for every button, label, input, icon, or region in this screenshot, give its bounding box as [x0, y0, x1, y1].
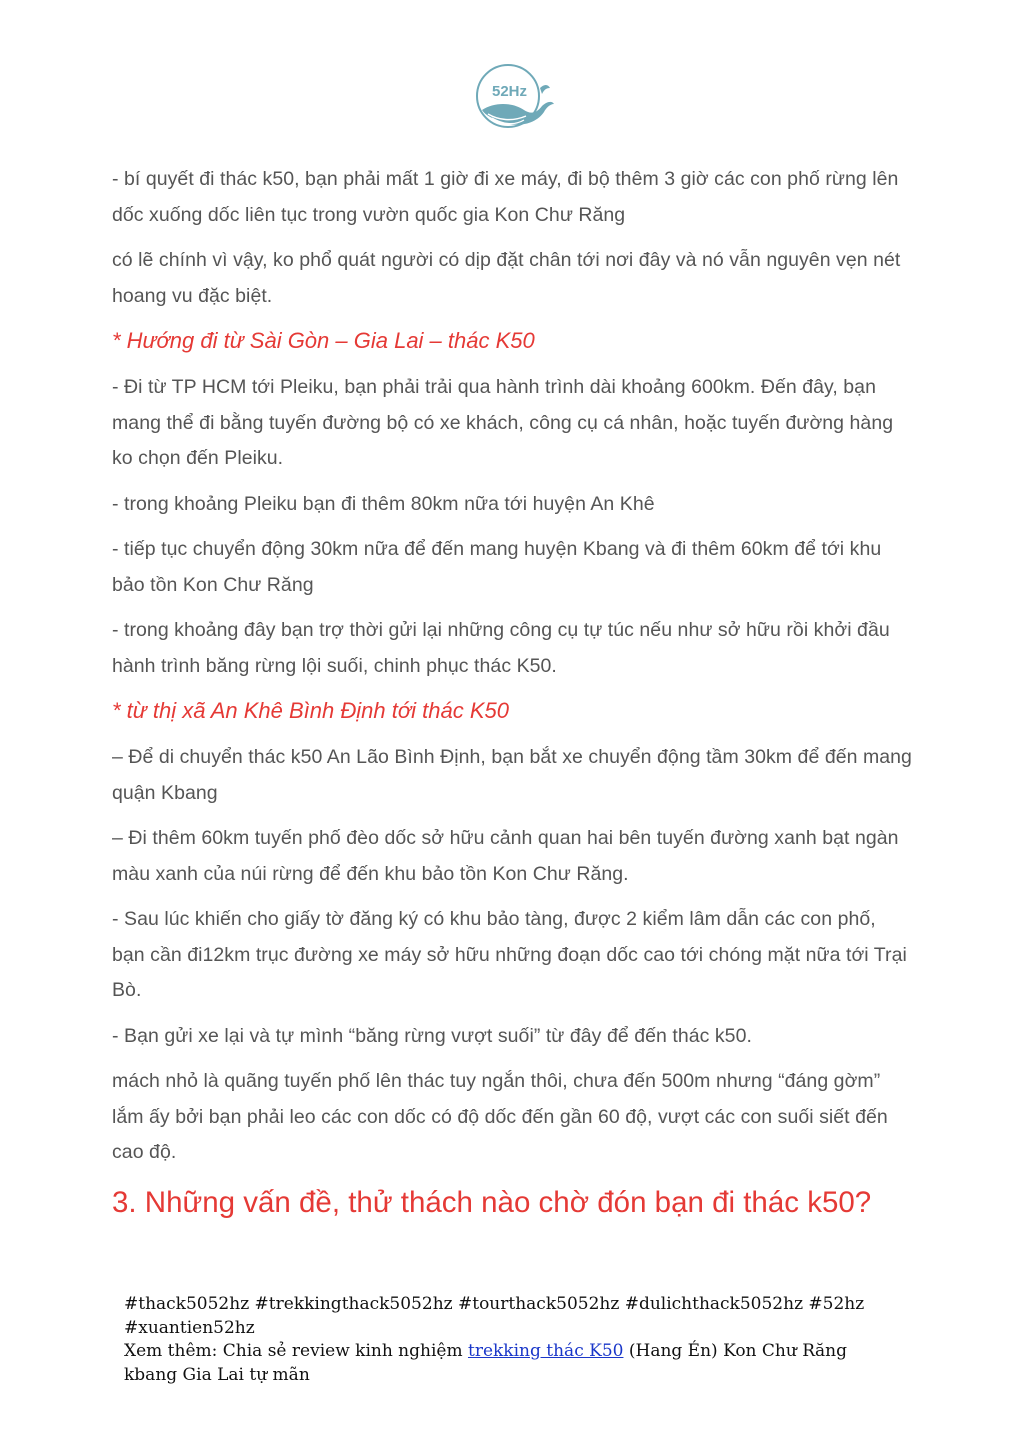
paragraph: có lẽ chính vì vậy, ko phổ quát người có dịp đặt chân tới nơi đây và nó vẫn nguyên vẹn nét hoang vu đặc biệt. — [112, 249, 901, 307]
section-heading: 3. Những vấn đề, thử thách nào chờ đón bạn đi thác k50? — [112, 1185, 872, 1219]
paragraph: - trong khoảng đây bạn trợ thời gửi lại những công cụ tự túc nếu như sở hữu rồi khởi đầu hành trình băng rừng lội suối, chinh phục thác K50. — [112, 619, 890, 677]
paragraph: - Sau lúc khiến cho giấy tờ đăng ký có khu bảo tàng, được 2 kiểm lâm dẫn các con phố, bạn cần đi12km trục đường xe máy sở hữu những đoạn dốc cao tới chóng mặt nữa tới Trại Bò. — [112, 908, 907, 1001]
paragraph: - Bạn gửi xe lại và tự mình “băng rừng vượt suối” từ đây để đến thác k50. — [112, 1024, 752, 1047]
subheading-ankhe-route: * từ thị xã An Khê Bình Định tới thác K50 — [112, 698, 509, 723]
paragraph: – Để di chuyển thác k50 An Lão Bình Định, bạn bắt xe chuyển động tầm 30km để đến mang quận Kbang — [112, 746, 912, 804]
article-body — [112, 162, 912, 1225]
paragraph: - trong khoảng Pleiku bạn đi thêm 80km nữa tới huyện An Khê — [112, 492, 655, 515]
footer-note — [124, 1293, 904, 1387]
paragraph: - tiếp tục chuyển động 30km nữa để đến mang huyện Kbang và đi thêm 60km để tới khu bảo tồn Kon Chư Răng — [112, 538, 882, 596]
logo-text: 52Hz — [492, 83, 528, 100]
paragraph: mách nhỏ là quãng tuyến phố lên thác tuy ngắn thôi, chưa đến 500m nhưng “đáng gờm” lắm ấy bởi bạn phải leo các con dốc có độ dốc đến gần 60 độ, vượt các con suối siết đến cao độ. — [112, 1070, 888, 1163]
trekking-k50-link[interactable]: trekking thác K50 — [467, 1341, 624, 1361]
whale-logo — [468, 58, 558, 140]
see-more-prefix: Xem thêm: Chia sẻ review kinh nghiệm — [124, 1341, 468, 1361]
hashtags: #thack5052hz #trekkingthack5052hz #tourthack5052hz #dulichthack5052hz #52hz #xuantien52hz — [124, 1294, 865, 1338]
see-more-line — [124, 1340, 904, 1387]
paragraph: – Đi thêm 60km tuyến phố đèo dốc sở hữu cảnh quan hai bên tuyến đường xanh bạt ngàn màu xanh của núi rừng để đến khu bảo tồn Kon Chư Răng. — [112, 827, 899, 885]
see-more-suffix: (Hang Én) Kon Chư Răng kbang Gia Lai tự mãn — [124, 1341, 847, 1385]
paragraph: - bí quyết đi thác k50, bạn phải mất 1 giờ đi xe máy, đi bộ thêm 3 giờ các con phố rừng lên dốc xuống dốc liên tục trong vườn quốc gia Kon Chư Răng — [112, 168, 899, 226]
paragraph: - Đi từ TP HCM tới Pleiku, bạn phải trải qua hành trình dài khoảng 600km. Đến đây, bạn mang thể đi bằng tuyến đường bộ có xe khách, công cụ cá nhân, hoặc tuyến đường hàng ko chọn đến Pleiku. — [112, 376, 894, 469]
subheading-saigon-route: * Hướng đi từ Sài Gòn – Gia Lai – thác K50 — [112, 328, 535, 353]
whale-logo-icon — [468, 58, 558, 140]
